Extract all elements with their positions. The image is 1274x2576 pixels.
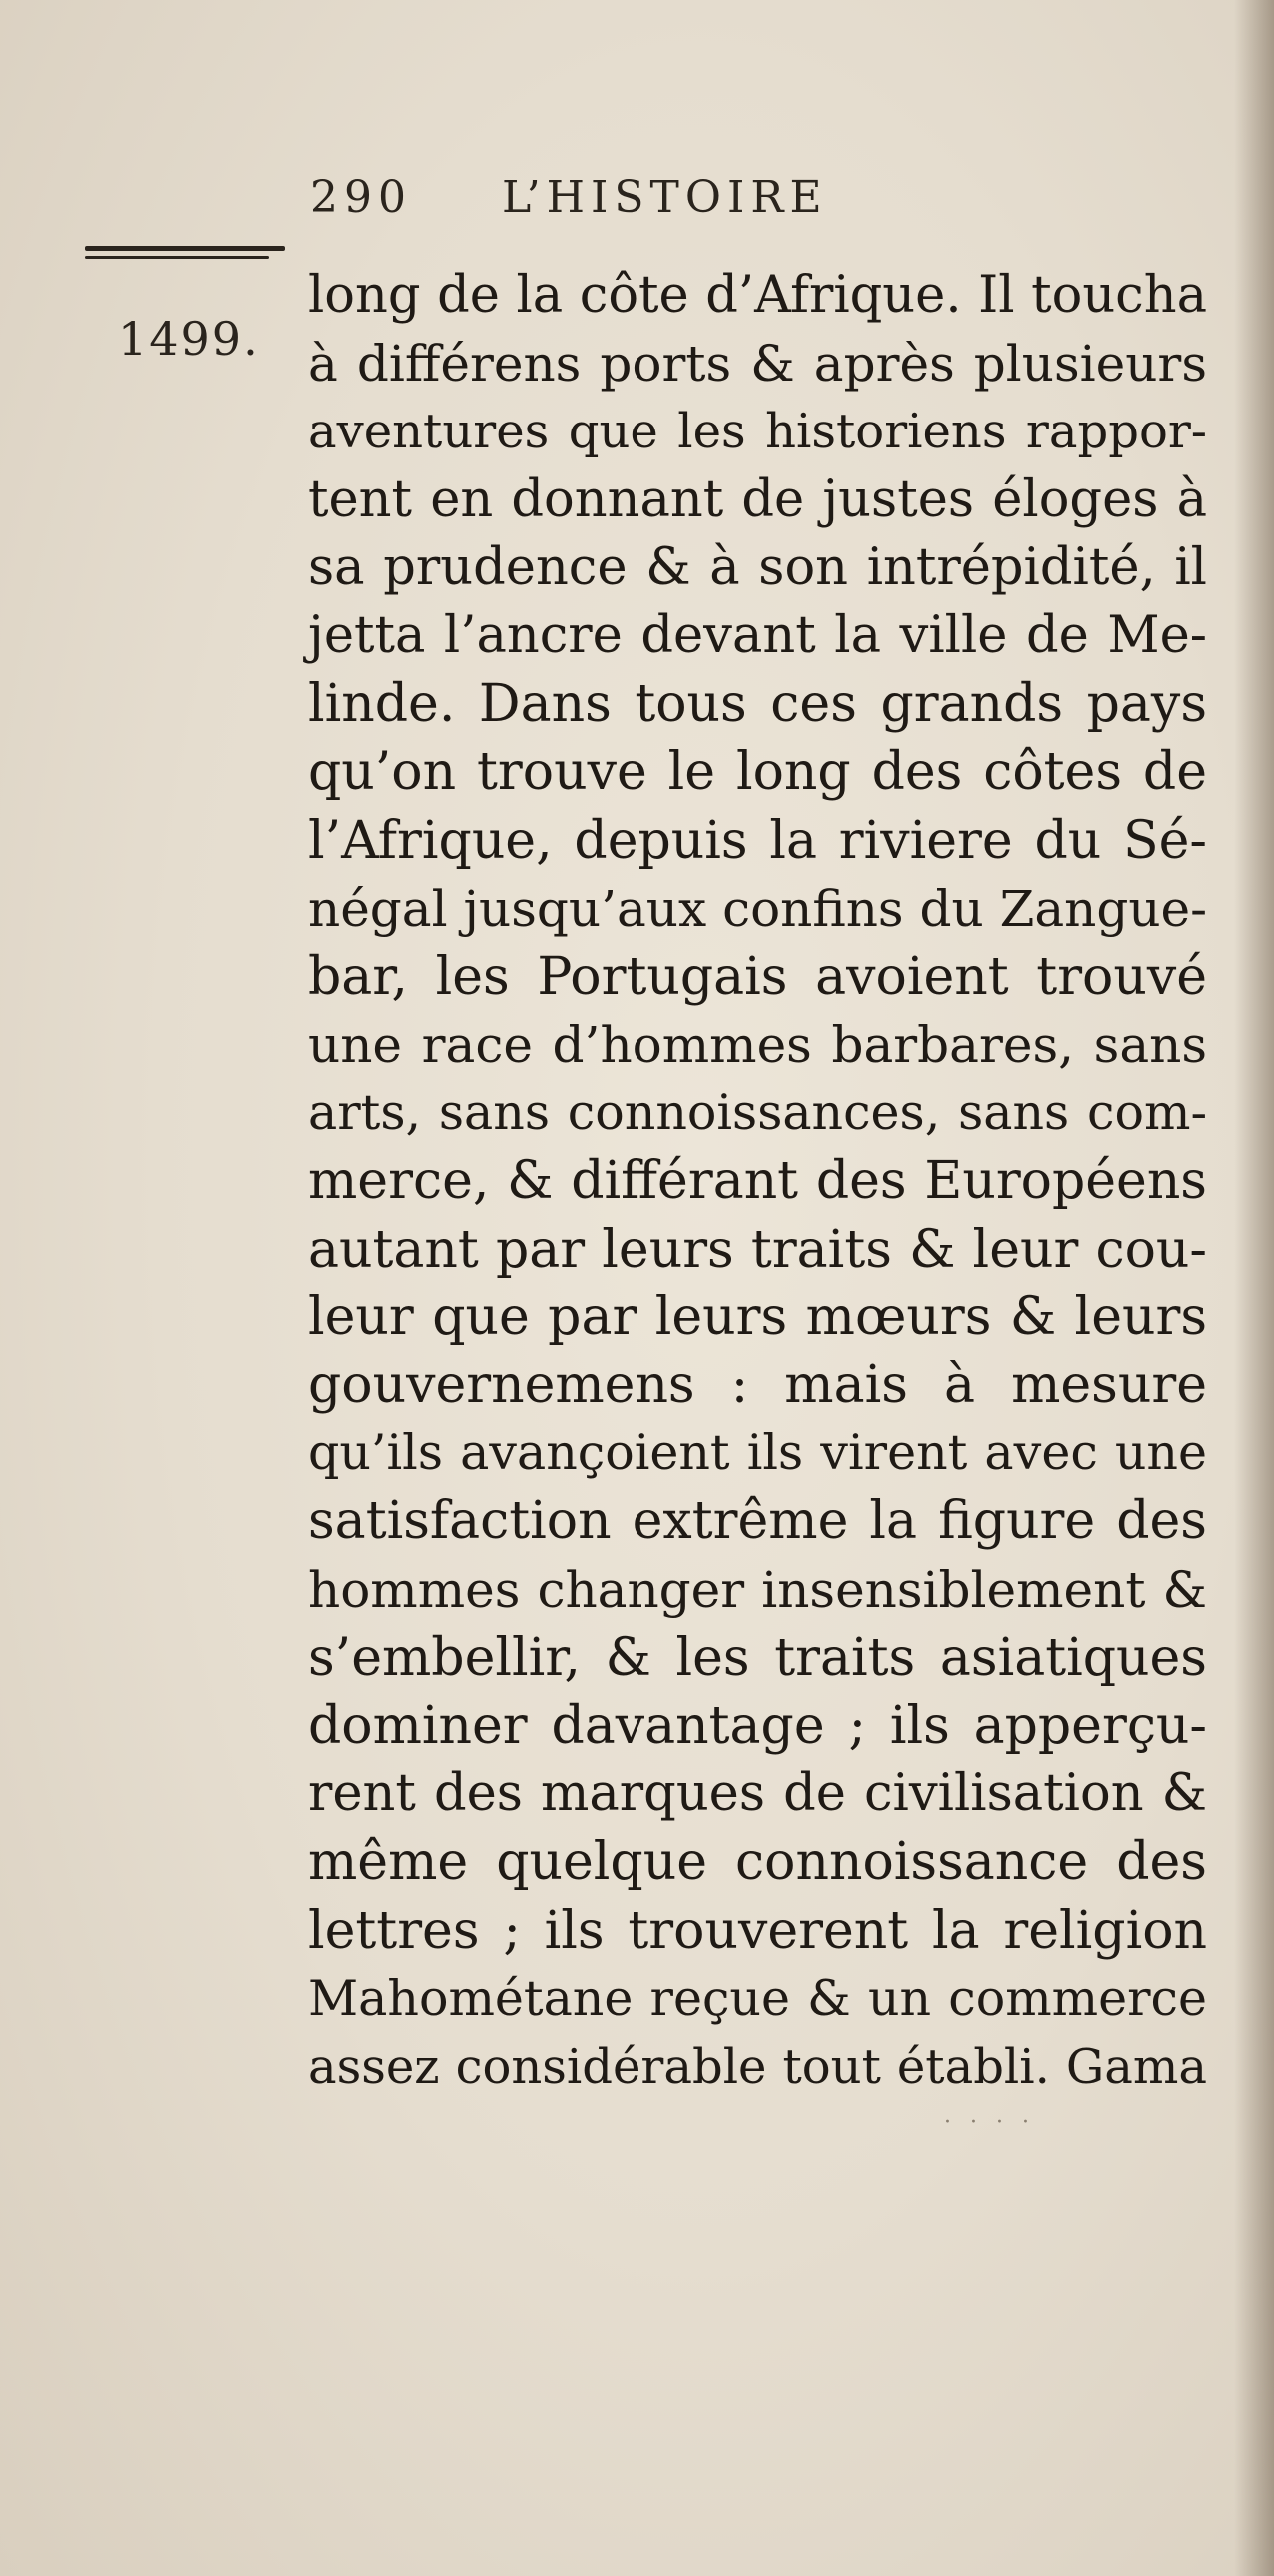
text-line: Mahométane reçue & un commerce xyxy=(308,1969,1207,2027)
running-title: L’HISTOIRE xyxy=(501,172,828,223)
text-line: qu’ils avançoient ils virent avec une xyxy=(308,1424,1207,1482)
text-line: bar, les Portugais avoient trouvé xyxy=(308,946,1207,1007)
text-line: long de la côte d’Afrique. Il toucha xyxy=(308,266,1207,325)
margin-rule xyxy=(85,246,285,266)
text-line: négal jusqu’aux confins du Zangue- xyxy=(308,879,1208,938)
text-line: s’embellir, & les traits asiatiques xyxy=(308,1627,1207,1688)
text-line: jetta l’ancre devant la ville de Me- xyxy=(308,605,1207,665)
text-line: l’Afrique, depuis la riviere du Sé- xyxy=(308,810,1207,871)
running-header xyxy=(310,172,828,223)
text-line: dominer davantage ; ils apperçu- xyxy=(308,1695,1207,1756)
text-line: lettres ; ils trouverent la religion xyxy=(308,1900,1207,1961)
text-line: sa prudence & à son intrépidité, il xyxy=(308,537,1207,597)
text-line: linde. Dans tous ces grands pays xyxy=(308,674,1207,735)
text-line: merce, & différant des Européens xyxy=(308,1151,1207,1212)
page-edge-shadow xyxy=(1234,0,1274,2576)
text-line: arts, sans connoissances, sans com- xyxy=(308,1084,1207,1142)
text-line: même quelque connoissance des xyxy=(308,1832,1207,1893)
text-line: tent en donnant de justes éloges à xyxy=(308,469,1207,529)
text-line: hommes changer insensiblement & xyxy=(308,1560,1207,1619)
text-line: assez considérable tout établi. Gama xyxy=(308,2038,1207,2095)
page-number: 290 xyxy=(310,172,412,223)
text-line: gouvernemens : mais à mesure xyxy=(308,1355,1207,1415)
paper-specks: · · · · xyxy=(944,2110,1035,2135)
text-line: autant par leurs traits & leur cou- xyxy=(308,1219,1207,1280)
text-line: rent des marques de civilisation & xyxy=(308,1764,1207,1824)
margin-year-note: 1499. xyxy=(118,312,260,366)
text-line: satisfaction extrême la figure des xyxy=(308,1491,1207,1552)
text-line: qu’on trouve le long des côtes de xyxy=(308,742,1207,803)
text-line: leur que par leurs mœurs & leurs xyxy=(308,1287,1207,1347)
text-line: à différens ports & après plusieurs xyxy=(308,335,1207,394)
text-line: aventures que les historiens rappor- xyxy=(308,404,1207,460)
text-line: une race d’hommes barbares, sans xyxy=(308,1016,1207,1075)
body-text xyxy=(308,262,1207,2101)
